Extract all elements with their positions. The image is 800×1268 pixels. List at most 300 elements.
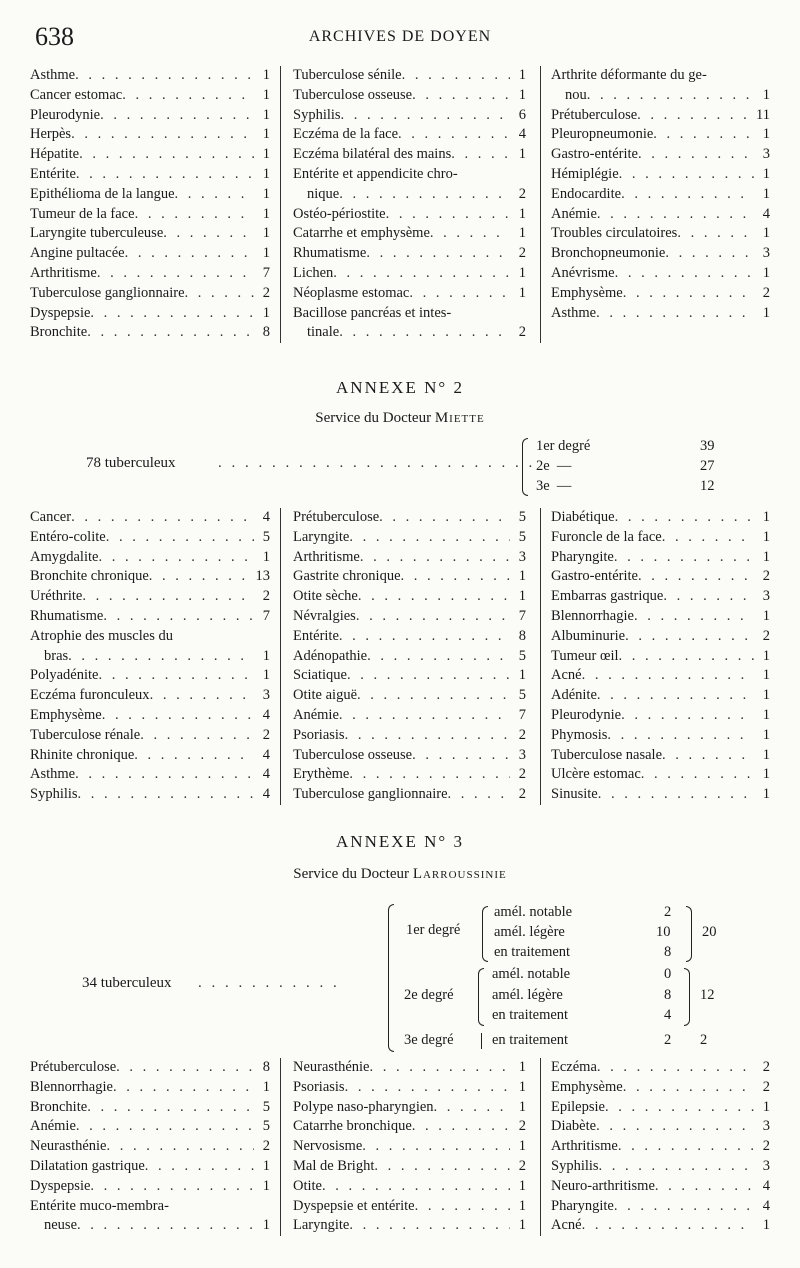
item-label: Laryngite xyxy=(293,1217,350,1234)
dot-leader xyxy=(339,323,510,343)
item-label: Otite xyxy=(293,1177,322,1194)
item-label: Asthme xyxy=(30,766,76,783)
list-item xyxy=(293,224,526,244)
item-label: Tumeur œil xyxy=(551,647,619,664)
item-label: Syphilis xyxy=(293,106,341,123)
list-item xyxy=(30,508,270,528)
item-label: Asthme xyxy=(30,67,76,83)
item-count: 1 xyxy=(262,106,270,123)
list-item xyxy=(30,746,270,766)
list-item xyxy=(551,548,770,568)
list-item xyxy=(551,785,770,805)
list-item xyxy=(551,706,770,726)
list-item xyxy=(293,244,526,264)
item-count: 5 xyxy=(262,1098,270,1115)
dot-leader xyxy=(77,1216,254,1236)
list-item xyxy=(293,86,526,106)
dot-leader xyxy=(68,647,254,667)
annexe-3-col-2 xyxy=(280,1058,540,1236)
item-label: Tuberculose osseuse xyxy=(293,746,413,763)
list-item xyxy=(293,323,526,343)
item-count: 1 xyxy=(518,225,526,242)
dot-leader xyxy=(97,264,254,284)
item-count: 3 xyxy=(762,245,770,262)
dot-leader xyxy=(71,125,254,145)
item-label: Pharyngite xyxy=(551,548,614,565)
list-item xyxy=(551,1058,770,1078)
item-count: 1 xyxy=(762,687,770,704)
item-count: 1 xyxy=(762,509,770,525)
dot-leader xyxy=(87,1098,254,1118)
item-count: 1 xyxy=(518,1059,526,1075)
item-label: Polype naso-pharyngien xyxy=(293,1098,434,1115)
annexe-3-total-leader: . . . . . . . . . . . xyxy=(198,975,340,991)
item-label: Anémie xyxy=(551,205,597,222)
item-label: Psoriasis xyxy=(293,1078,345,1095)
list-item xyxy=(30,284,270,304)
list-item xyxy=(551,567,770,587)
item-count: 1 xyxy=(262,1217,270,1234)
annexe-2-service: Service du Docteur Miette xyxy=(315,410,485,426)
item-count: 8 xyxy=(518,627,526,644)
item-count: 1 xyxy=(262,205,270,222)
item-count: 1 xyxy=(762,607,770,624)
list-item xyxy=(30,686,270,706)
item-label: Nervosisme xyxy=(293,1138,363,1155)
dot-leader xyxy=(614,1197,754,1217)
dot-leader xyxy=(587,86,754,106)
list-item xyxy=(293,1058,526,1078)
dot-leader xyxy=(90,304,254,324)
item-count: 5 xyxy=(518,687,526,704)
annexe-3-title: ANNEXE N° 3 xyxy=(336,832,464,851)
item-label: Lichen xyxy=(293,264,334,281)
item-label: Entérite xyxy=(293,627,339,644)
item-count: 7 xyxy=(262,607,270,624)
dot-leader xyxy=(76,1117,254,1137)
list-item xyxy=(551,1137,770,1157)
item-label: Uréthrite xyxy=(30,588,83,605)
list-item xyxy=(30,66,270,86)
list-item xyxy=(30,528,270,548)
item-count: 2 xyxy=(762,627,770,644)
item-count: 1 xyxy=(262,1177,270,1194)
item-count: 1 xyxy=(762,1217,770,1234)
list-item xyxy=(551,106,770,126)
annexe-3-col-3 xyxy=(540,1058,770,1236)
item-label: Cancer estomac xyxy=(30,86,123,103)
list-item xyxy=(293,508,526,528)
list-item xyxy=(551,587,770,607)
item-label: Eczéma bilatéral des mains xyxy=(293,146,452,163)
dot-leader xyxy=(597,1058,754,1078)
list-item xyxy=(293,125,526,145)
item-count: 2 xyxy=(262,1138,270,1155)
list-item xyxy=(293,1177,526,1197)
dot-leader xyxy=(641,765,754,785)
dot-leader xyxy=(662,746,754,766)
dot-leader xyxy=(582,1216,754,1236)
item-count: 1 xyxy=(262,185,270,202)
item-label: bras xyxy=(44,647,69,664)
item-label: Laryngite xyxy=(293,528,350,545)
list-item xyxy=(293,567,526,587)
table-1 xyxy=(30,66,770,343)
list-item xyxy=(30,323,270,343)
item-label: Dyspepsie et entérite xyxy=(293,1197,415,1214)
dot-leader xyxy=(134,746,254,766)
dot-leader xyxy=(605,1098,754,1118)
list-item xyxy=(293,1197,526,1217)
list-item xyxy=(551,726,770,746)
list-item xyxy=(30,1157,270,1177)
item-label: Angine pultacée xyxy=(30,245,125,262)
list-item xyxy=(30,627,270,647)
dot-leader xyxy=(358,587,510,607)
item-label: Otite aiguë xyxy=(293,687,358,704)
dot-leader xyxy=(653,125,754,145)
item-count: 4 xyxy=(262,706,270,723)
list-item xyxy=(551,244,770,264)
dot-leader xyxy=(87,323,254,343)
item-count: 5 xyxy=(262,528,270,545)
list-item xyxy=(30,1177,270,1197)
item-label: Pleurodynie xyxy=(30,106,101,123)
annexe-2-table xyxy=(30,508,770,805)
item-label: Otite sèche xyxy=(293,588,358,605)
dot-leader xyxy=(638,145,754,165)
item-count: 4 xyxy=(762,1197,770,1214)
item-label: Diabétique xyxy=(551,509,615,525)
list-item xyxy=(30,1137,270,1157)
list-item xyxy=(293,1117,526,1137)
list-item xyxy=(551,746,770,766)
list-item xyxy=(293,1078,526,1098)
item-count: 5 xyxy=(262,1118,270,1135)
item-label: Bronchite chronique xyxy=(30,568,149,585)
dot-leader xyxy=(357,686,510,706)
dot-leader xyxy=(339,185,510,205)
item-label: Eczéma de la face xyxy=(293,126,399,143)
item-count: 13 xyxy=(255,568,270,585)
item-label: Tuberculose ganglionnaire xyxy=(293,786,448,803)
item-label: Entéro-colite xyxy=(30,528,106,545)
item-count: 8 xyxy=(262,1059,270,1075)
item-label: Pleuropneumonie xyxy=(551,126,654,143)
item-label: nou xyxy=(565,86,587,103)
item-count: 1 xyxy=(518,1177,526,1194)
item-count: 2 xyxy=(518,1157,526,1174)
item-count: 3 xyxy=(762,588,770,605)
item-count: 1 xyxy=(762,706,770,723)
dot-leader xyxy=(349,528,510,548)
dot-leader xyxy=(360,548,510,568)
item-count: 2 xyxy=(518,726,526,743)
item-count: 1 xyxy=(762,528,770,545)
dot-leader xyxy=(634,607,754,627)
item-label: Neurasthénie xyxy=(30,1138,107,1155)
item-count: 3 xyxy=(518,548,526,565)
item-count: 2 xyxy=(762,284,770,301)
dot-leader xyxy=(339,706,510,726)
item-label: Hépatite xyxy=(30,146,80,163)
dot-leader xyxy=(347,666,510,686)
list-item xyxy=(30,1098,270,1118)
item-count: 6 xyxy=(518,106,526,123)
item-label: Blennorrhagie xyxy=(30,1078,113,1095)
item-label: Tumeur de la face xyxy=(30,205,135,222)
list-item xyxy=(30,1216,270,1236)
list-item xyxy=(293,548,526,568)
item-count: 3 xyxy=(262,687,270,704)
item-label: Rhumatisme xyxy=(293,245,367,262)
list-item xyxy=(551,145,770,165)
item-count: 1 xyxy=(762,264,770,281)
dot-leader xyxy=(349,1216,510,1236)
item-count: 4 xyxy=(518,126,526,143)
list-item xyxy=(551,508,770,528)
item-label: Herpès xyxy=(30,126,72,143)
dot-leader xyxy=(145,1157,254,1177)
item-count: 1 xyxy=(518,1217,526,1234)
item-count: 1 xyxy=(762,548,770,565)
dot-leader xyxy=(150,686,254,706)
list-item xyxy=(551,264,770,284)
item-label: Adénite xyxy=(551,687,597,704)
item-count: 2 xyxy=(762,1138,770,1155)
item-label: Dyspepsie xyxy=(30,1177,91,1194)
item-count: 4 xyxy=(262,746,270,763)
dot-leader xyxy=(596,1117,754,1137)
item-count: 7 xyxy=(518,706,526,723)
dot-leader xyxy=(638,567,754,587)
item-label: nique xyxy=(307,185,340,202)
list-item xyxy=(293,205,526,225)
item-label: Névralgies xyxy=(293,607,356,624)
list-item xyxy=(30,607,270,627)
item-count: 4 xyxy=(262,509,270,525)
list-item xyxy=(293,528,526,548)
item-count: 1 xyxy=(262,146,270,163)
list-item xyxy=(551,765,770,785)
dot-leader xyxy=(103,607,254,627)
item-count: 1 xyxy=(518,86,526,103)
list-item xyxy=(30,548,270,568)
list-item xyxy=(551,304,770,324)
dot-leader xyxy=(615,264,754,284)
list-item xyxy=(30,785,270,805)
dot-leader xyxy=(665,244,754,264)
item-label: Diabète xyxy=(551,1118,597,1135)
item-count: 1 xyxy=(262,667,270,684)
item-label: Bronchite xyxy=(30,324,88,341)
list-item xyxy=(293,264,526,284)
item-count: 5 xyxy=(518,528,526,545)
item-count: 4 xyxy=(262,766,270,783)
annexe-3-total: 34 tuberculeux xyxy=(82,975,172,991)
item-count: 1 xyxy=(762,1098,770,1115)
list-item xyxy=(30,145,270,165)
item-label: neuse xyxy=(44,1217,78,1234)
table-1-col-1 xyxy=(30,66,280,343)
item-count: 2 xyxy=(262,726,270,743)
item-label: Entérite muco-membra- xyxy=(30,1197,169,1214)
item-label: Endocardite xyxy=(551,185,622,202)
dot-leader xyxy=(113,1078,254,1098)
dot-leader xyxy=(345,1078,510,1098)
dot-leader xyxy=(90,1177,254,1197)
dot-leader xyxy=(98,666,254,686)
item-label: Adénopathie xyxy=(293,647,368,664)
list-item xyxy=(551,1078,770,1098)
item-label: Troubles circulatoires xyxy=(551,225,678,242)
item-label: Laryngite tuberculeuse xyxy=(30,225,164,242)
dot-leader xyxy=(366,244,510,264)
item-label: Ostéo-périostite xyxy=(293,205,386,222)
item-label: Phymosis xyxy=(551,726,608,743)
item-label: Tuberculose osseuse xyxy=(293,86,413,103)
dot-leader xyxy=(135,205,254,225)
list-item xyxy=(30,765,270,785)
list-item xyxy=(30,666,270,686)
list-item xyxy=(551,224,770,244)
item-count: 5 xyxy=(518,509,526,525)
item-count: 4 xyxy=(762,205,770,222)
dot-leader xyxy=(386,205,510,225)
item-count: 1 xyxy=(262,304,270,321)
item-label: Acné xyxy=(551,667,582,684)
item-count: 1 xyxy=(762,304,770,321)
dot-leader xyxy=(615,508,754,528)
list-item xyxy=(551,607,770,627)
list-item xyxy=(30,1078,270,1098)
item-count: 1 xyxy=(518,588,526,605)
list-item xyxy=(30,1117,270,1137)
item-label: Syphilis xyxy=(551,1157,599,1174)
dot-leader xyxy=(582,666,754,686)
item-label: Entérite et appendicite chro- xyxy=(293,165,458,182)
list-item xyxy=(551,165,770,185)
item-count: 1 xyxy=(518,1098,526,1115)
dot-leader xyxy=(434,1098,510,1118)
dot-leader xyxy=(163,224,254,244)
item-label: Mal de Bright xyxy=(293,1157,375,1174)
dot-leader xyxy=(100,106,254,126)
item-label: Arthritisme xyxy=(30,264,97,281)
item-count: 1 xyxy=(762,86,770,103)
item-label: Anévrisme xyxy=(551,264,615,281)
list-item xyxy=(30,224,270,244)
list-item xyxy=(293,1137,526,1157)
item-label: Psoriasis xyxy=(293,726,345,743)
item-count: 1 xyxy=(518,568,526,585)
annexe-2-brace xyxy=(522,438,528,496)
list-item xyxy=(30,185,270,205)
dot-leader xyxy=(82,587,254,607)
list-item xyxy=(30,165,270,185)
item-label: tinale xyxy=(307,324,340,341)
list-item xyxy=(30,1058,270,1078)
item-count: 1 xyxy=(262,225,270,242)
item-label: Amygdalite xyxy=(30,548,99,565)
item-count: 2 xyxy=(762,1078,770,1095)
annexe-2-total-leader: . . . . . . . . . . . . . . . . . . . . . . . . xyxy=(218,455,536,471)
list-item xyxy=(293,607,526,627)
item-label: Entérite xyxy=(30,165,76,182)
item-count: 1 xyxy=(762,185,770,202)
annexe-3-col-1 xyxy=(30,1058,280,1236)
item-count: 1 xyxy=(518,1078,526,1095)
list-item xyxy=(293,1216,526,1236)
item-label: Ulcère estomac xyxy=(551,766,641,783)
dot-leader xyxy=(116,1058,254,1078)
item-count: 2 xyxy=(518,245,526,262)
list-item xyxy=(293,785,526,805)
dot-leader xyxy=(71,508,254,528)
list-item xyxy=(551,647,770,667)
item-label: Cancer xyxy=(30,509,72,525)
list-item xyxy=(551,686,770,706)
item-count: 1 xyxy=(262,548,270,565)
dot-leader xyxy=(379,508,510,528)
list-item xyxy=(551,205,770,225)
annexe-3-table xyxy=(30,1058,770,1236)
item-label: Tuberculose nasale xyxy=(551,746,663,763)
item-count: 7 xyxy=(262,264,270,281)
item-count: 1 xyxy=(262,1078,270,1095)
item-label: Tuberculose rénale xyxy=(30,726,141,743)
item-label: Pleurodynie xyxy=(551,706,622,723)
item-label: Prétuberculose xyxy=(551,106,638,123)
item-label: Anémie xyxy=(293,706,339,723)
item-label: Sciatique xyxy=(293,667,347,684)
dot-leader xyxy=(79,145,254,165)
annexe-2-col-1 xyxy=(30,508,280,805)
item-label: Albuminurie xyxy=(551,627,626,644)
dot-leader xyxy=(75,765,254,785)
list-item xyxy=(30,304,270,324)
item-count: 1 xyxy=(762,786,770,803)
dot-leader xyxy=(185,284,254,304)
dot-leader xyxy=(322,1177,510,1197)
list-item xyxy=(551,66,770,86)
dot-leader xyxy=(637,106,754,126)
item-count: 7 xyxy=(518,607,526,624)
item-label: Erythème xyxy=(293,766,350,783)
list-item xyxy=(293,666,526,686)
item-count: 1 xyxy=(762,726,770,743)
dot-leader xyxy=(625,627,754,647)
item-label: Tuberculose ganglionnaire xyxy=(30,284,185,301)
dot-leader xyxy=(619,647,754,667)
item-count: 11 xyxy=(756,106,770,123)
dot-leader xyxy=(349,765,510,785)
dot-leader xyxy=(374,1157,510,1177)
list-item xyxy=(293,726,526,746)
list-item xyxy=(551,1117,770,1137)
list-item xyxy=(293,765,526,785)
item-label: Epilepsie xyxy=(551,1098,605,1115)
list-item xyxy=(293,1157,526,1177)
item-label: Furoncle de la face xyxy=(551,528,662,545)
item-count: 2 xyxy=(262,588,270,605)
annexe-2-total: 78 tuberculeux xyxy=(86,455,176,471)
list-item xyxy=(293,185,526,205)
list-item xyxy=(551,125,770,145)
dot-leader xyxy=(149,567,254,587)
item-count: 1 xyxy=(518,146,526,163)
item-count: 1 xyxy=(518,205,526,222)
